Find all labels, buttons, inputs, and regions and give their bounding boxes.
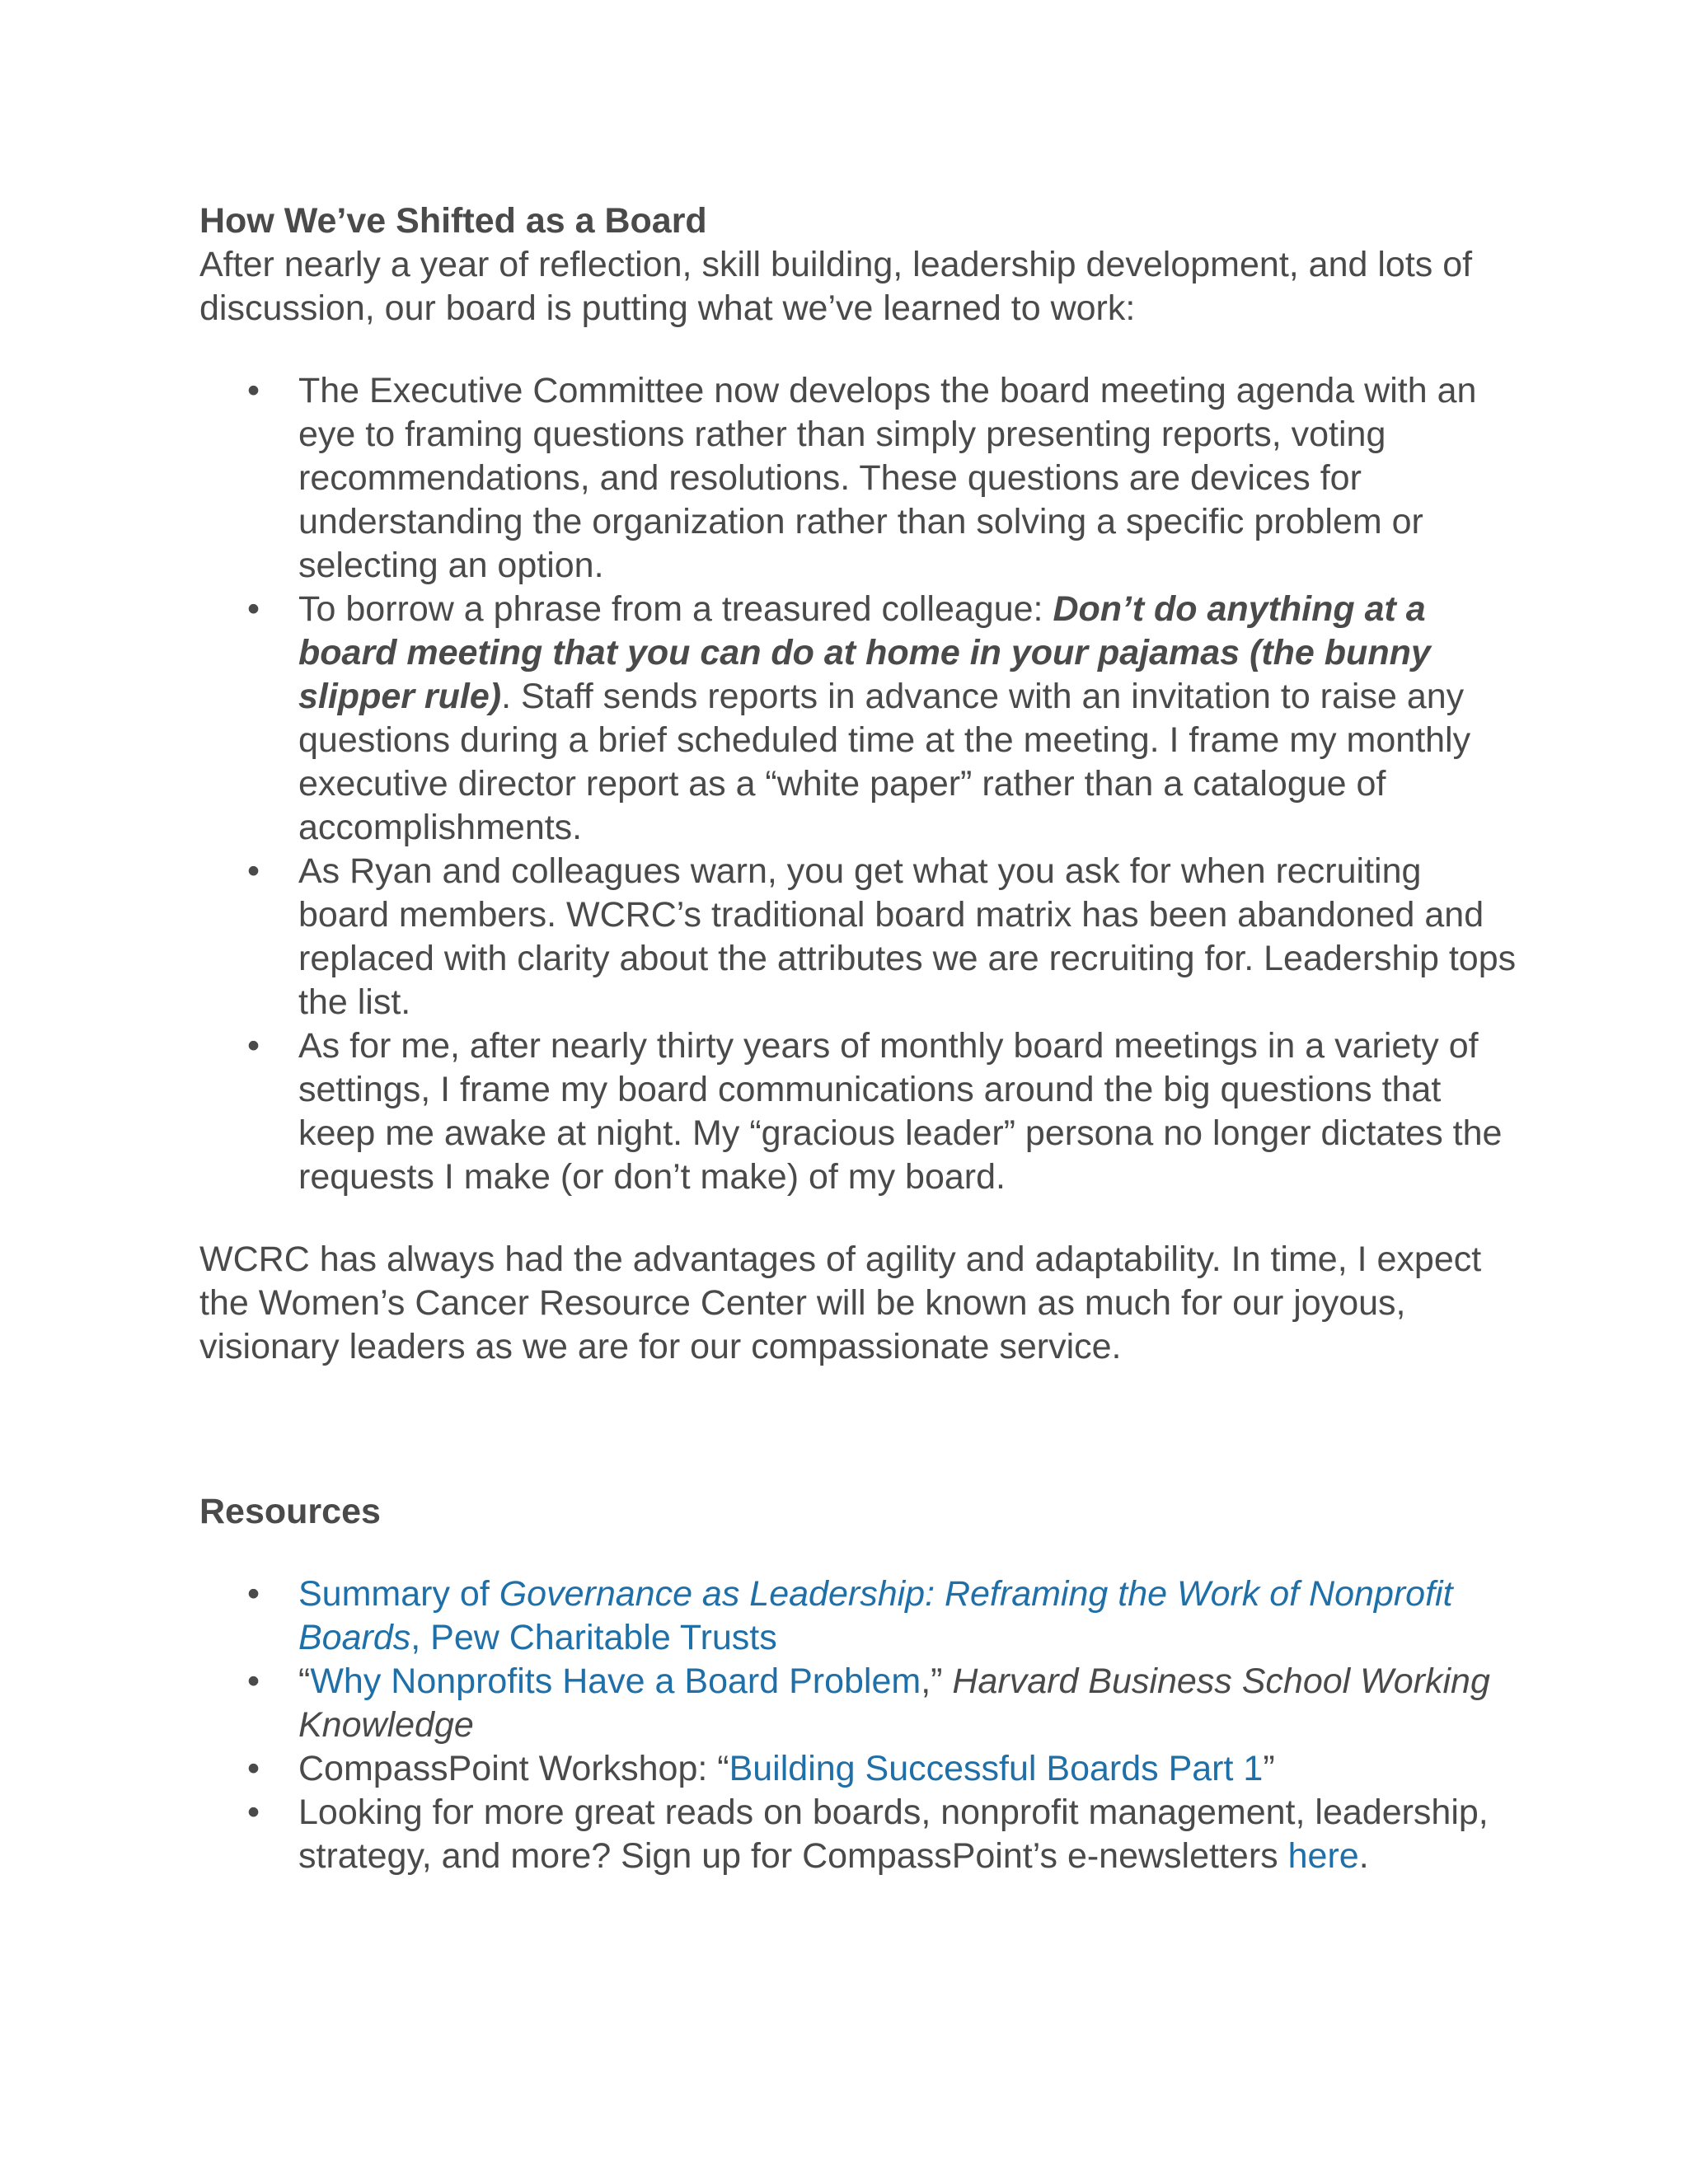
newsletter-suffix: . <box>1358 1836 1369 1876</box>
governance-summary-link[interactable] <box>298 1574 1453 1657</box>
workshop-link[interactable]: Building Successful Boards Part 1 <box>729 1749 1264 1788</box>
open-quote: “ <box>298 1661 311 1701</box>
list-item <box>247 588 1518 850</box>
list-item-text: As for me, after nearly thirty years of monthly board meetings in a variety of settings, I frame my board communications around the big questions that keep me awake at night. My “gracious leader” persona no longer dictates the requests I make (or don’t make) of my board. <box>298 1026 1503 1197</box>
section-heading-shifted: How We’ve Shifted as a Board <box>199 201 707 241</box>
newsletter-signup-link[interactable]: here <box>1287 1836 1359 1876</box>
list-item <box>247 1572 1518 1660</box>
intro-paragraph: After nearly a year of reflection, skill building, leadership development, and lots of discussion, our board is putting what we’ve learned to work: <box>199 245 1473 328</box>
list-item-text: The Executive Committee now develops the board meeting agenda with an eye to framing questions rather than simply presenting reports, voting recommendations, and resolutions. These questions are devices for understanding the organization rather than solving a specific problem or selecting an option. <box>298 371 1477 585</box>
close-quote: ,” <box>921 1661 953 1701</box>
bullet-icon: • <box>247 851 260 891</box>
bullet-icon: • <box>247 1749 260 1788</box>
list-item <box>247 1791 1518 1878</box>
link-prefix: Summary of <box>298 1574 499 1614</box>
list-item <box>247 369 1518 588</box>
newsletter-prefix: Looking for more great reads on boards, nonprofit management, leadership, strategy, and more? Sign up for CompassPoint’s e-newsletters <box>298 1793 1489 1876</box>
bullet-icon: • <box>247 1574 260 1614</box>
bullet-icon: • <box>247 1793 260 1832</box>
workshop-prefix: CompassPoint Workshop: “ <box>298 1749 729 1788</box>
bullet-icon: • <box>247 371 260 410</box>
list-item <box>247 1660 1518 1747</box>
link-book-title: Governance as Leadership: Reframing the Work of Nonprofit Boards <box>298 1574 1453 1657</box>
source-name: Harvard Business School Working Knowledge <box>298 1661 1490 1745</box>
section-heading-resources: Resources <box>199 1492 381 1531</box>
resources-list <box>199 1572 1518 1878</box>
link-suffix: , Pew Charitable Trusts <box>410 1618 777 1657</box>
bunny-slipper-quote: Don’t do anything at a board meeting that you can do at home in your pajamas (the bunny slipper rule) <box>298 589 1431 716</box>
list-item <box>247 1024 1518 1199</box>
shift-list <box>199 369 1518 1199</box>
list-item <box>247 1747 1518 1791</box>
bullet-icon: • <box>247 589 260 629</box>
list-item-lead: To borrow a phrase from a treasured colleague: <box>298 589 1053 629</box>
workshop-suffix: ” <box>1263 1749 1275 1788</box>
closing-paragraph: WCRC has always had the advantages of agility and adaptability. In time, I expect the Women’s Cancer Resource Center will be known as much for our joyous, visionary leaders as we are for our compassionate service. <box>199 1240 1482 1366</box>
list-item-text: As Ryan and colleagues warn, you get what you ask for when recruiting board members. WCRC’s traditional board matrix has been abandoned and replaced with clarity about the attributes we are recruiting for. Leadership tops the list. <box>298 851 1517 1022</box>
document-page <box>199 199 1518 1878</box>
list-item-rest: . Staff sends reports in advance with an invitation to raise any questions during a brief scheduled time at the meeting. I frame my monthly executive director report as a “white paper” rather than a catalogue of accomplishments. <box>298 677 1471 847</box>
board-problem-link[interactable]: Why Nonprofits Have a Board Problem <box>310 1661 921 1701</box>
list-item <box>247 850 1518 1024</box>
bullet-icon: • <box>247 1661 260 1701</box>
bullet-icon: • <box>247 1026 260 1066</box>
